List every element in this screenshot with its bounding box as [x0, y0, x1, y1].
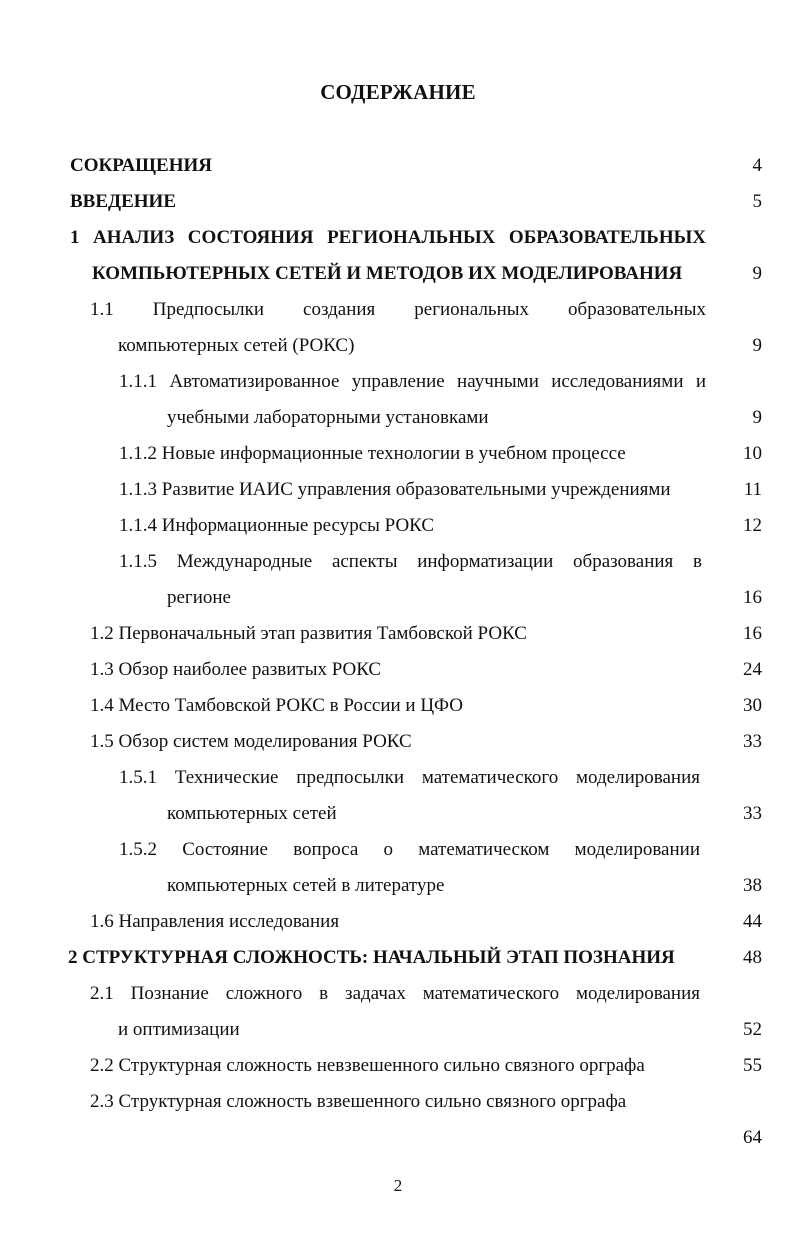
toc-entry-title: 1.3 Обзор наиболее развитых РОКС	[90, 659, 382, 680]
toc-entry-page: 33	[743, 731, 762, 752]
toc-entry-page: 4	[752, 155, 762, 176]
toc-entry-page: 24	[743, 659, 762, 680]
toc-entry-page: 9	[752, 335, 762, 356]
toc-entry-title: 1.1.1 Автоматизированное управление научными исследованиями и	[119, 371, 706, 392]
toc-entry-title: 1.1.5 Международные аспекты информатизации образования в	[119, 551, 702, 572]
toc-entry-title: компьютерных сетей	[167, 803, 337, 824]
toc-entry-page: 55	[743, 1055, 762, 1076]
toc-entry-title: 1.6 Направления исследования	[90, 911, 340, 932]
toc-entry-title: КОМПЬЮТЕРНЫХ СЕТЕЙ И МЕТОДОВ ИХ МОДЕЛИРОВАНИЯ	[92, 263, 683, 284]
toc-entry-title: и оптимизации	[118, 1019, 240, 1040]
toc-entry-page: 52	[743, 1019, 762, 1040]
toc-entry-page: 64	[743, 1127, 762, 1148]
toc-entry-title: СОКРАЩЕНИЯ	[70, 155, 212, 176]
toc-entry-page: 44	[743, 911, 762, 932]
toc-entry-page: 9	[752, 407, 762, 428]
toc-entry-title: 2 СТРУКТУРНАЯ СЛОЖНОСТЬ: НАЧАЛЬНЫЙ ЭТАП ПОЗНАНИЯ	[68, 947, 675, 968]
toc-entry-title: 1.5.1 Технические предпосылки математического моделирования	[119, 767, 700, 788]
toc-entry-page: 33	[743, 803, 762, 824]
toc-entry-title: ВВЕДЕНИЕ	[70, 191, 176, 212]
toc-entry-title: 1.1.4 Информационные ресурсы РОКС	[119, 515, 435, 536]
toc-entry-page: 30	[743, 695, 762, 716]
toc-entry-title: учебными лабораторными установками	[167, 407, 489, 428]
toc-entry-title: 2.2 Структурная сложность невзвешенного сильно связного орграфа	[90, 1055, 645, 1076]
toc-entry-title: 1.2 Первоначальный этап развития Тамбовской РОКС	[90, 623, 527, 644]
toc-entry-title: 1.5 Обзор систем моделирования РОКС	[90, 731, 412, 752]
toc-entry-title: 1.4 Место Тамбовской РОКС в России и ЦФО	[90, 695, 464, 716]
toc-entry-title: регионе	[167, 587, 231, 608]
toc-entry-title: компьютерных сетей в литературе	[167, 875, 445, 896]
toc-entry-page: 12	[743, 515, 762, 536]
page-title: СОДЕРЖАНИЕ	[320, 80, 476, 104]
toc-entry-title: 2.3 Структурная сложность взвешенного сильно связного орграфа	[90, 1091, 627, 1112]
toc-entry-page: 10	[743, 443, 762, 464]
table-of-contents	[0, 148, 796, 1158]
toc-entry-page: 9	[752, 263, 762, 284]
toc-entry-page: 11	[743, 479, 762, 500]
page-number: 2	[393, 1176, 403, 1195]
toc-entry-title: 1.1 Предпосылки создания региональных образовательных	[90, 299, 706, 320]
toc-entry-page: 38	[743, 875, 762, 896]
toc-entry-title: 1 АНАЛИЗ СОСТОЯНИЯ РЕГИОНАЛЬНЫХ ОБРАЗОВАТЕЛЬНЫХ	[70, 227, 706, 248]
toc-entry-page: 16	[743, 587, 762, 608]
toc-entry-title: 2.1 Познание сложного в задачах математического моделирования	[90, 983, 700, 1004]
toc-entry-page: 5	[752, 191, 762, 212]
toc-entry-title: 1.5.2 Состояние вопроса о математическом моделировании	[119, 839, 700, 860]
toc-entry-page: 16	[743, 623, 762, 644]
toc-entry-title: компьютерных сетей (РОКС)	[118, 335, 355, 356]
toc-entry-title: 1.1.2 Новые информационные технологии в учебном процессе	[119, 443, 626, 464]
toc-entry-page: 48	[743, 947, 762, 968]
toc-entry-title: 1.1.3 Развитие ИАИС управления образовательными учреждениями	[119, 479, 671, 500]
